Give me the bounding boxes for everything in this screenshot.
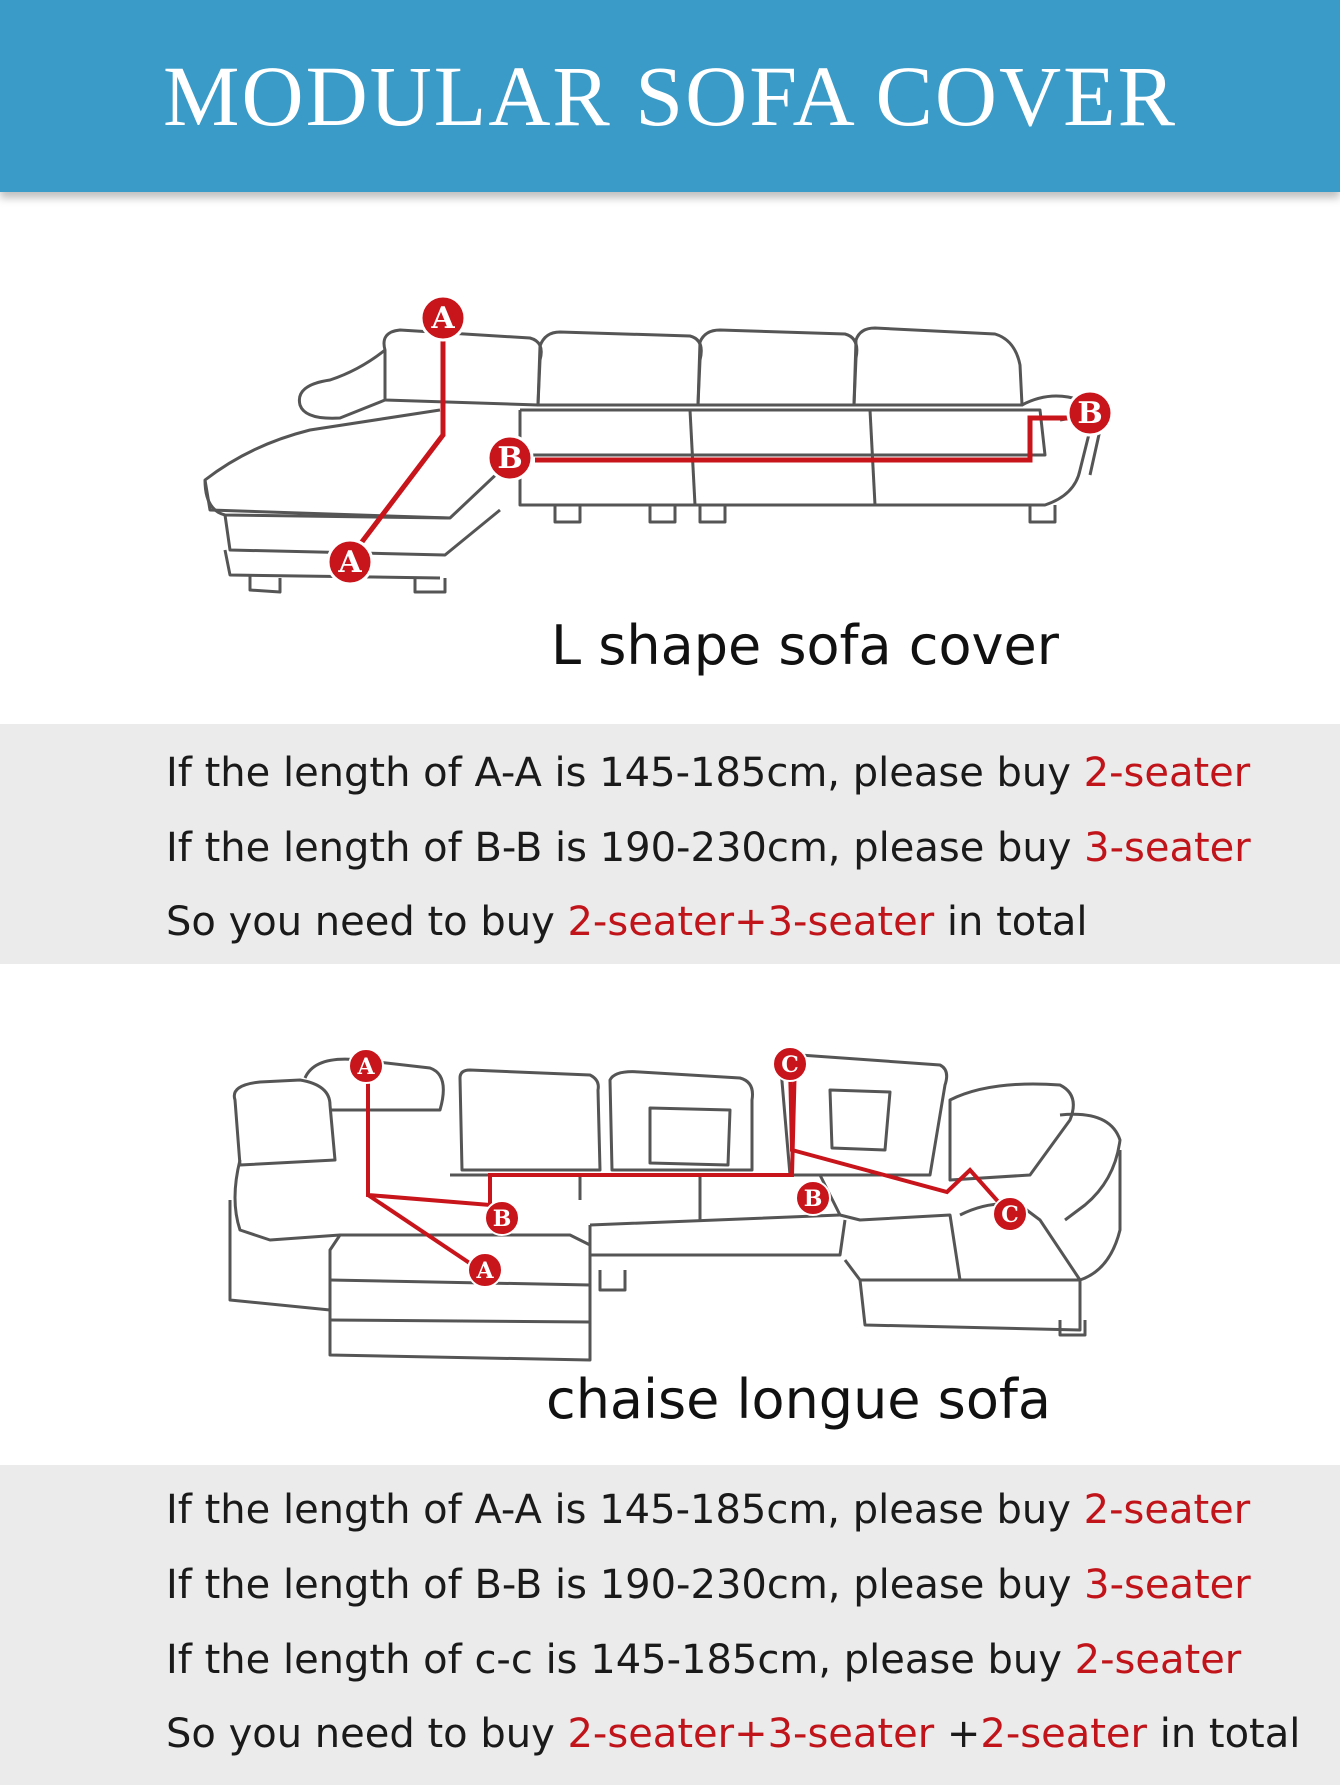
total-text: So you need to buy <box>166 899 568 945</box>
total-highlight: 3-seater <box>767 1711 935 1757</box>
rule-text: If the length of B-B is 190-230cm, please buy <box>166 1562 1085 1608</box>
size-rule-line <box>166 750 1250 796</box>
rule-highlight: 3-seater <box>1084 825 1251 871</box>
total-text: in total <box>1147 1711 1301 1757</box>
rule-highlight: 2-seater <box>1083 1487 1251 1533</box>
marker-label: A <box>357 1054 375 1080</box>
chaise-longue-info-band <box>0 1465 1340 1785</box>
total-highlight: 2-seater <box>567 1711 735 1757</box>
total-plus: + <box>934 1711 981 1757</box>
rule-highlight: 2-seater <box>1083 750 1251 796</box>
size-rule-line <box>166 825 1251 871</box>
marker-label: B <box>803 1186 823 1212</box>
marker-label: C <box>1001 1202 1019 1228</box>
rule-highlight: 3-seater <box>1084 1562 1251 1608</box>
marker-label: B <box>1077 396 1103 431</box>
total-plus: + <box>734 899 768 945</box>
total-highlight: 3-seater <box>767 899 935 945</box>
total-line <box>166 899 1088 945</box>
size-rule-line <box>166 1487 1250 1533</box>
rule-text: If the length of A-A is 145-185cm, please buy <box>166 1487 1084 1533</box>
total-text: in total <box>934 899 1088 945</box>
chaise-longue-sofa-drawing <box>0 1030 1340 1390</box>
total-line <box>166 1711 1300 1757</box>
chaise-longue-sofa-diagram <box>0 1030 1340 1390</box>
size-rule-line <box>166 1562 1251 1608</box>
rule-text: If the length of B-B is 190-230cm, please buy <box>166 825 1085 871</box>
marker-label: A <box>476 1258 494 1284</box>
total-highlight: 2-seater <box>567 899 735 945</box>
section-caption: chaise longue sofa <box>546 1368 1051 1431</box>
rule-highlight: 2-seater <box>1074 1637 1242 1683</box>
l-shape-info-band <box>0 724 1340 964</box>
marker-label: B <box>492 1206 512 1232</box>
marker-label: A <box>431 301 455 336</box>
marker-label: B <box>497 441 523 476</box>
marker-label: A <box>338 545 362 580</box>
size-rule-line <box>166 1637 1241 1683</box>
marker-label: C <box>781 1052 799 1078</box>
section-caption: L shape sofa cover <box>551 614 1059 677</box>
header-banner <box>0 0 1340 192</box>
rule-text: If the length of c-c is 145-185cm, please buy <box>166 1637 1075 1683</box>
total-plus: + <box>734 1711 768 1757</box>
total-highlight: 2-seater <box>980 1711 1147 1757</box>
rule-text: If the length of A-A is 145-185cm, please buy <box>166 750 1084 796</box>
page-title: MODULAR SOFA COVER <box>163 48 1177 144</box>
total-text: So you need to buy <box>166 1711 568 1757</box>
